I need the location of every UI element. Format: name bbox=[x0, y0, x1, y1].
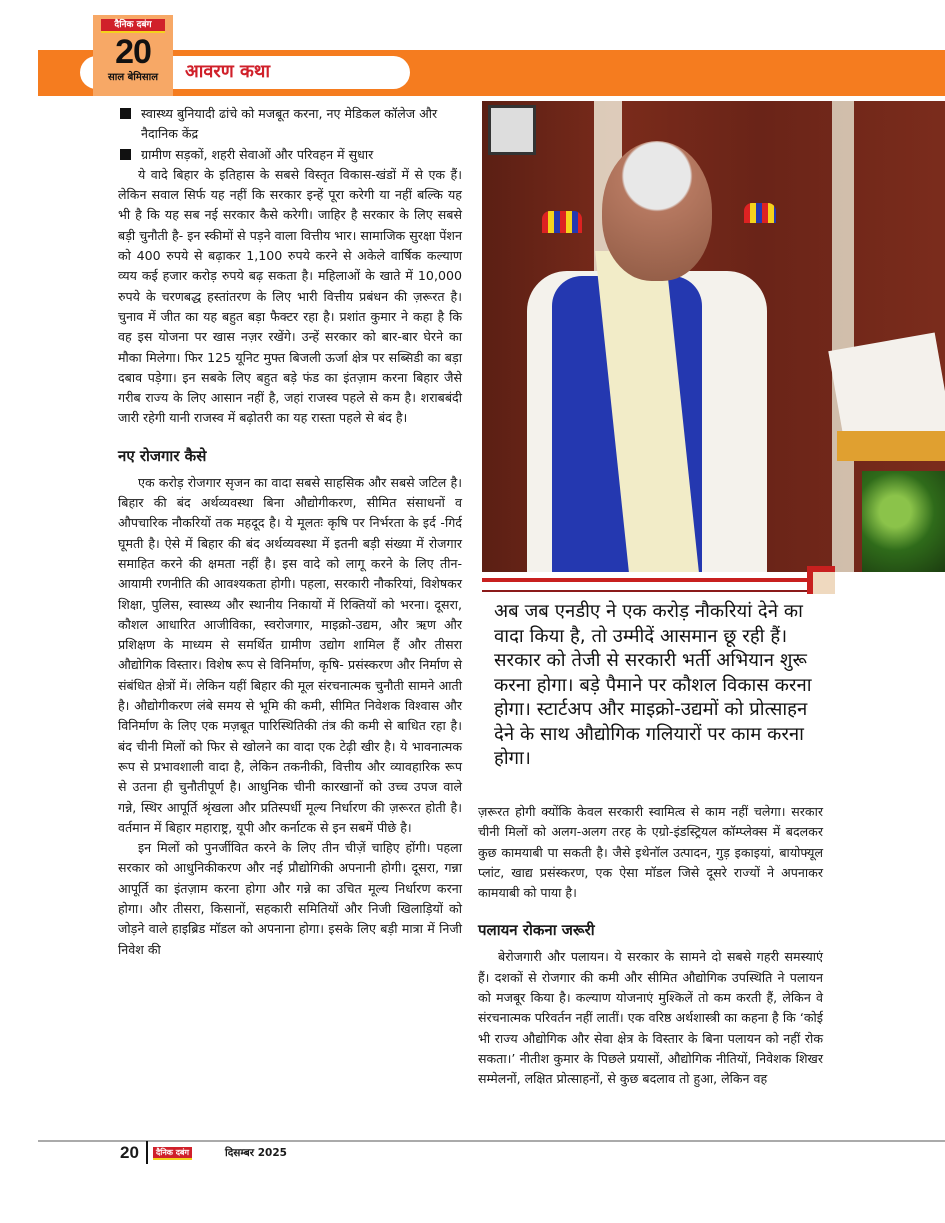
anniversary-badge bbox=[93, 15, 173, 96]
footer-rule bbox=[38, 1140, 945, 1142]
photo-rule bbox=[482, 590, 807, 592]
square-bullet-icon bbox=[120, 149, 131, 160]
bullet-item bbox=[118, 145, 462, 165]
figure-head bbox=[602, 141, 712, 281]
bullet-text: ग्रामीण सड़कों, शहरी सेवाओं और परिवहन में सुधार bbox=[141, 146, 374, 162]
guard-cap bbox=[744, 203, 776, 223]
footer-separator bbox=[146, 1141, 148, 1164]
square-bullet-icon bbox=[120, 108, 131, 119]
photo-rule bbox=[482, 578, 807, 582]
body-paragraph: एक करोड़ रोजगार सृजन का वादा सबसे साहसिक और सबसे जटिल है। बिहार की बंद अर्थव्यवस्था बिना औद्योगीकरण, सीमित संसाधनों व औपचारिक नौकरियों तक महदूद है। ये मूलतः कृषि पर निर्भरता के इर्द -गिर्द घूमती है। ऐसे में बिहार की बंद अर्थव्यवस्था में इतनी बड़ी संख्या में रोजगार समाहित करने की क्षमता नहीं है। इस वादे को लागू करने के लिए तीन-आयामी रणनीति की आवश्यकता होगी। पहला, सरकारी नौकरियां, विशेषकर शिक्षा, पुलिस, स्वास्थ्य और स्थानीय निकायों में रिक्तियों को भरना। दूसरा, कौशल आधारित आजीविका, स्वरोजगार, माइक्रो-उद्यम, और ऋण और प्रशिक्षण के माध्यम से समर्थित ग्रामीण उद्योग शामिल हैं और तीसरा औद्योगिक विस्तार। विशेष रूप से विनिर्माण, कृषि- प्रसंस्करण और निर्माण से संबंधित क्षेत्रों में। लेकिन यहीं बिहार की मूल संरचनात्मक चुनौती सामने आती है। औद्योगीकरण लंबे समय से भूमि की कमी, सीमित निवेशक विश्वास और विनिर्माण के लिए एक मज़बूत पारिस्थितिकी तंत्र की कमी से बाधित रहा है। बंद चीनी मिलों को फिर से खोलने का वादा एक टेढ़ी खीर है। ये भावनात्मक रूप से प्रभावशाली वादा है, लेकिन तकनीकी, वित्तीय और व्यावहारिक रूप से उतना ही चुनौतीपूर्ण है। आधुनिक चीनी कारखानों को उच्च उपज वाले गन्ने, स्थिर आपूर्ति श्रृंखला और प्रतिस्पर्धी मूल्य निर्धारण की ज़रूरत होती है। वर्तमान में बिहार महाराष्ट्र, यूपी और कर्नाटक से इन सबमें पीछे है। bbox=[118, 474, 462, 835]
left-column bbox=[118, 104, 462, 960]
envelope bbox=[837, 431, 945, 461]
photo-corner-accent bbox=[807, 566, 835, 594]
wall-portrait bbox=[488, 105, 536, 155]
body-paragraph: ज़रूरत होगी क्योंकि केवल सरकारी स्वामित्व से काम नहीं चलेगा। सरकार चीनी मिलों को अलग-अलग तरह के एग्रो-इंडस्ट्रियल कॉम्प्लेक्स में बदलकर कुछ कामयाबी पा सकती है। जैसे इथेनॉल उत्पादन, गुड़ इकाइयां, बायोफ्यूल प्लांट, खाद्य प्रसंस्करण, एक ऐसा मॉडल जिसे दूसरे राज्यों ने अपनाकर कामयाबी को पाया है। bbox=[478, 804, 823, 901]
subheading-new-jobs: नए रोजगार कैसे bbox=[118, 446, 207, 465]
issue-date: दिसम्बर 2025 bbox=[225, 1147, 287, 1159]
guard-cap bbox=[542, 211, 582, 233]
badge-subtitle: साल बेमिसाल bbox=[107, 72, 159, 83]
plant bbox=[862, 471, 945, 572]
badge-number: 20 bbox=[115, 33, 151, 71]
article-photo bbox=[482, 101, 945, 572]
curtain bbox=[832, 101, 854, 572]
badge-brand-logo: दैनिक दबंग bbox=[101, 19, 165, 33]
body-paragraph: बेरोजगारी और पलायन। ये सरकार के सामने दो सबसे गहरी समस्याएं हैं। दशकों से रोजगार की कमी और सीमित औद्योगिक उपस्थिति ने पलायन को मजबूर किया है। कल्याण योजनाएं मुश्किलें तो कम करती हैं, लेकिन वे संरचनात्मक परिवर्तन नहीं लातीं। एक वरिष्ठ अर्थशास्त्री का कहना है कि ‘कोई भी राज्य औद्योगिक और सेवा क्षेत्र के विस्तार के बिना पलायन को नहीं रोक सकता।’ नीतीश कुमार के पिछले प्रयासों, औद्योगिक नीतियों, निवेशक शिखर सम्मेलनों, लक्षित प्रोत्साहनों, से कुछ बदलाव तो हुआ, लेकिन वह bbox=[478, 949, 823, 1087]
subheading-stop-migration: पलायन रोकना जरूरी bbox=[478, 921, 595, 940]
footer-brand-logo: दैनिक दबंग bbox=[153, 1147, 192, 1160]
body-paragraph: इन मिलों को पुनर्जीवित करने के लिए तीन चीज़ें चाहिए होंगी। पहला सरकार को आधुनिकीकरण और नई प्रौद्योगिकी अपनानी होगी। दूसरा, गन्ना आपूर्ति का इंतज़ाम करना होगा और गन्ने का उचित मूल्य निर्धारण करना होगा। और तीसरा, किसानों, सहकारी समितियों और निजी खिलाड़ियों को जोड़ने वाले हाइब्रिड मॉडल को अपनाना होगा। इसके लिए बड़ी मात्रा में निजी निवेश की bbox=[118, 840, 462, 957]
bullet-text: स्वास्थ्य बुनियादी ढांचे को मजबूत करना, नए मेडिकल कॉलेज और नैदानिक केंद्र bbox=[141, 106, 438, 142]
bullet-item bbox=[118, 104, 462, 145]
right-column bbox=[478, 802, 823, 1090]
body-paragraph: ये वादे बिहार के इतिहास के सबसे विस्तृत विकास-खंडों में से एक हैं। लेकिन सवाल सिर्फ यह नहीं कि सरकार इन्हें पूरा करेगी या नहीं बल्कि यह भी है कि यह सब नई सरकार कैसे करेगी। जाहिर है सरकार के लिए सबसे बड़ी चुनौती है- इन स्कीमों से पड़ने वाला वित्तीय भार। सामाजिक सुरक्षा पेंशन को 400 रुपये से बढ़ाकर 1,100 रुपये करने से अकेले वार्षिक कल्याण व्यय कई हजार करोड़ रुपये बढ़ सकता है। महिलाओं के खाते में 10,000 रुपये के चरणबद्ध हस्तांतरण के लिए भारी वित्तीय प्रबंधन की ज़रूरत है। चुनाव में जीत का यह बहुत बड़ा फैक्टर रहा है। प्रशांत कुमार ने कहा है कि वह इस योजना पर खास नज़र रखेंगे। उन्हें सरकार को बार-बार घेरने का मौका मिलेगा। फिर 125 यूनिट मुफ्त बिजली ऊर्जा क्षेत्र पर सब्सिडी का बड़ा दबाव पड़ेगा। इन सबके लिए बहुत बड़े फंड का इंतज़ाम करना बिहार जैसे गरीब राज्य के लिए आसान नहीं है, जहां राजस्व पहले से कम है। शराबबंदी जारी रहेगी यानी राजस्व में बढ़ोतरी का यह रास्ता पहले से बंद है। bbox=[118, 166, 462, 426]
pull-quote: अब जब एनडीए ने एक करोड़ नौकरियां देने का वादा किया है, तो उम्मीदें आसमान छू रही हैं। सरकार को तेजी से सरकारी भर्ती अभियान शुरू करना होगा। बड़े पैमाने पर कौशल विकास करना होगा। स्टार्टअप और माइक्रो-उद्यमों को प्रोत्साहन देने के साथ औद्योगिक गलियारों पर काम करना होगा। bbox=[494, 601, 812, 769]
page-number: 20 bbox=[120, 1143, 139, 1162]
section-title: आवरण कथा bbox=[185, 61, 271, 82]
